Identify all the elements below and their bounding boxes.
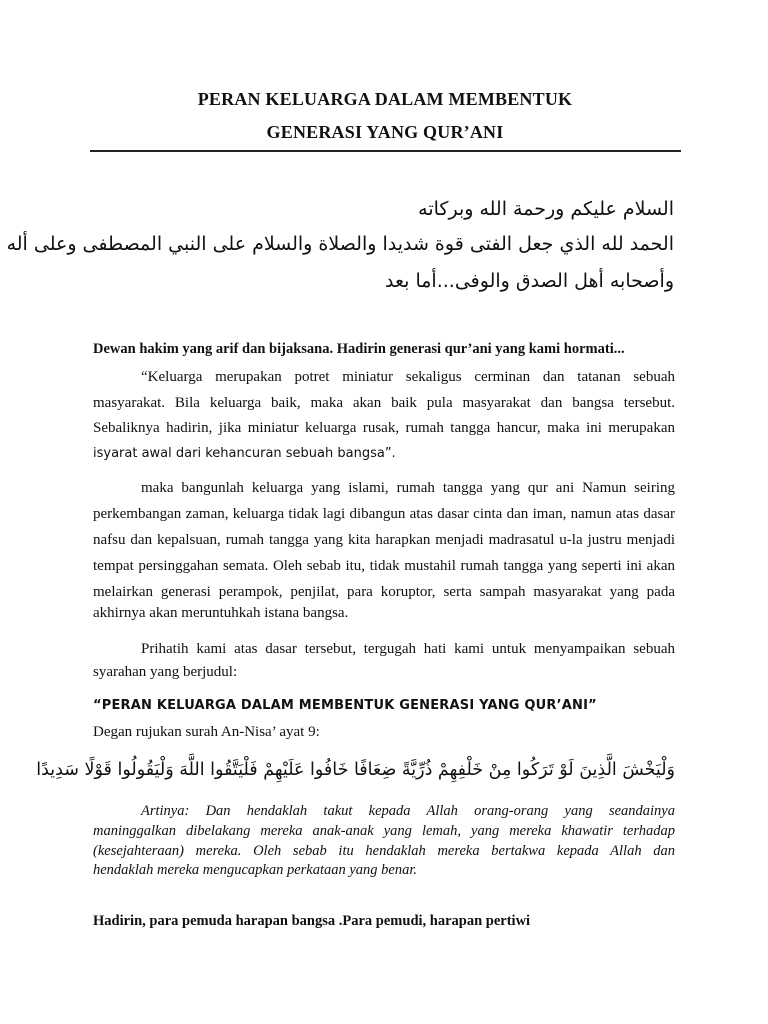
paragraph-line: perkembangan zaman, keluarga tidak lagi dibangun atas dasar cinta dan iman, namun atas dasar [93, 506, 675, 522]
closing-salutation: Hadirin, para pemuda harapan bangsa .Para pemudi, harapan pertiwi [93, 913, 531, 929]
title-divider [90, 150, 681, 152]
quran-verse: وَلْيَخْشَ الَّذِينَ لَوْ تَرَكُوا مِنْ خَلْفِهِمْ ذُرِّيَّةً ضِعَافًا خَافُوا عَلَيْهِمْ فَلْيَتَّقُوا اللَّهَ وَلْيَقُولُوا قَوْلًا سَدِيدًا [36, 760, 675, 780]
paragraph-line: maka bangunlah keluarga yang islami, rumah tangga yang qur ani Namun seiring [141, 480, 675, 496]
paragraph-line: Prihatih kami atas dasar tersebut, tergugah hati kami untuk menyampaikan sebuah [141, 641, 675, 657]
paragraph-line: akhirnya akan meruntuhkah istana bangsa. [93, 605, 349, 621]
verse-reference: Degan rujukan surah An-Nisa’ ayat 9: [93, 724, 320, 740]
arabic-greeting-line: السلام عليكم ورحمة الله وبركاته [418, 198, 674, 220]
translation-line: hendaklah mereka mengucapkan perkataan yang benar. [93, 862, 418, 878]
arabic-greeting-line: وأصحابه أهل الصدق والوفى...أما بعد [385, 270, 674, 292]
paragraph-line: tempat persinggahan semata. Oleh sebab itu, tidak mustahil rumah tangga yang seperti ini akan [93, 558, 675, 574]
paragraph-line: nafsu dan kepalsuan, rumah tangga yang kita harapkan menjadi madrasatul u-la justru menjadi [93, 532, 675, 548]
salutation: Dewan hakim yang arif dan bijaksana. Hadirin generasi qur’ani yang kami hormati... [93, 341, 625, 357]
translation-line: maninggalkan dibelakang mereka anak-anak yang lemah, yang mereka khawatir terhadap [93, 823, 675, 839]
quote-line: Sebaliknya hadirin, jika miniatur keluarga rusak, rumah tangga hancur, maka ini merupakan [93, 420, 675, 436]
translation-line: (kesejahteraan) mereka. Oleh sebab itu hendaklah mereka bertakwa kepada Allah dan [93, 843, 675, 859]
paragraph-line: syarahan yang berjudul: [93, 664, 238, 680]
quote-line: masyarakat. Bila keluarga baik, maka akan baik pula masyarakat dan bangsa tersebut. [93, 395, 675, 411]
document-title-line1: PERAN KELUARGA DALAM MEMBENTUK [197, 89, 573, 109]
quote-line: “Keluarga merupakan potret miniatur sekaligus cerminan dan tatanan sebuah [141, 369, 675, 385]
document-title-line2: GENERASI YANG QUR’ANI [266, 122, 504, 142]
translation-line: Artinya: Dan hendaklah takut kepada Allah orang-orang yang seandainya [141, 803, 675, 819]
quote-line: isyarat awal dari kehancuran sebuah bangsa”. [93, 446, 396, 461]
arabic-greeting-line: الحمد لله الذي جعل الفتى قوة شديدا والصلاة والسلام على النبي المصطفى وعلى أله [6, 233, 674, 255]
paragraph-line: melairkan generasi perampok, penjilat, para koruptor, serta sampah masyarakat yang pada [93, 584, 675, 600]
speech-title: “PERAN KELUARGA DALAM MEMBENTUK GENERASI YANG QUR’ANI” [93, 698, 597, 713]
